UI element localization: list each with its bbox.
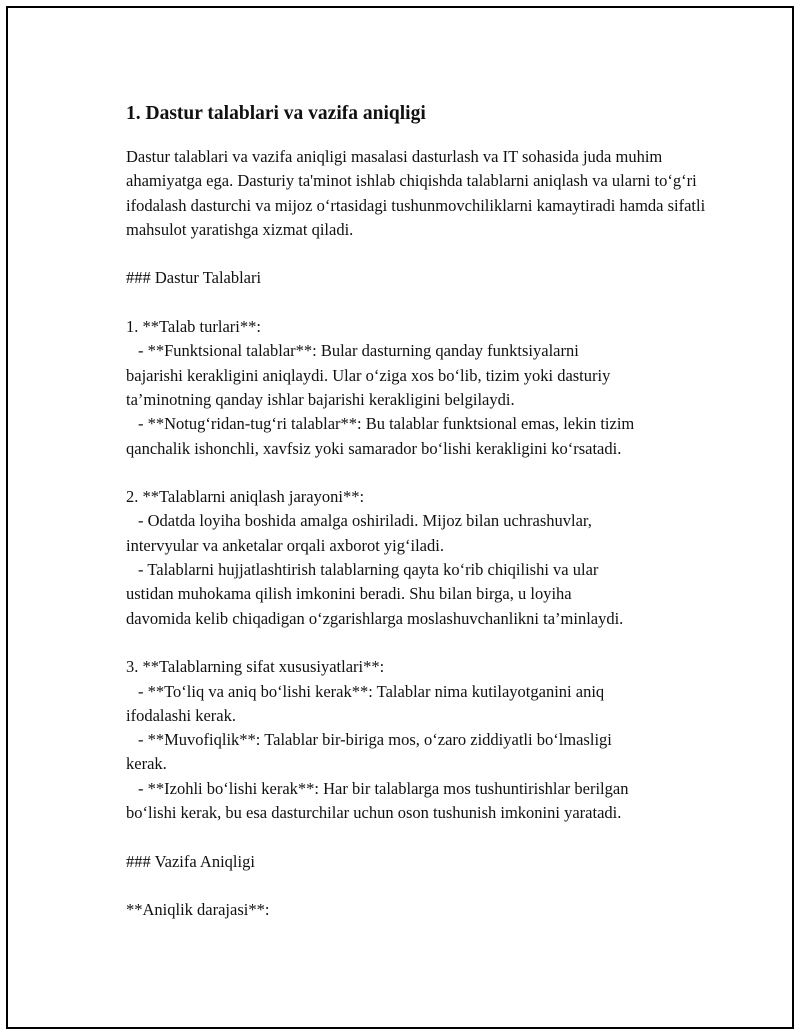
bullet-line: intervyular va anketalar orqali axborot yig‘iladi. bbox=[126, 535, 444, 555]
bullet-line: qanchalik ishonchli, xavfsiz yoki samarador bo‘lishi kerakligini ko‘rsatadi. bbox=[126, 438, 622, 458]
list-item-talab-turlari bbox=[126, 315, 708, 461]
bullet-line: ta’minotning qanday ishlar bajarishi kerakligini belgilaydi. bbox=[126, 389, 515, 409]
bullet-line: - Talablarni hujjatlashtirish talablarning qayta ko‘rib chiqilishi va ular bbox=[138, 560, 599, 580]
document-page bbox=[6, 6, 794, 1029]
bullet-line: bajarishi kerakligini aniqlaydi. Ular o‘ziga xos bo‘lib, tizim yoki dasturiy bbox=[126, 365, 611, 385]
bullet-line: davomida kelib chiqadigan o‘zgarishlarga moslashuvchanlikni ta’minlaydi. bbox=[126, 608, 624, 628]
list-item-title: 2. **Talablarni aniqlash jarayoni**: bbox=[126, 487, 365, 507]
document-content bbox=[118, 98, 708, 947]
bullet-line: - **Notug‘ridan-tug‘ri talablar**: Bu talablar funktsional emas, lekin tizim bbox=[138, 414, 635, 434]
section-heading-dastur-talablari: ### Dastur Talablari bbox=[126, 268, 262, 288]
section-heading-vazifa-aniqligi: ### Vazifa Aniqligi bbox=[126, 851, 255, 871]
bullet-line: ustidan muhokama qilish imkonini beradi. Shu bilan birga, u loyiha bbox=[126, 584, 572, 604]
bullet-line: - **Funktsional talablar**: Bular dasturning qanday funktsiyalarni bbox=[138, 341, 579, 361]
intro-paragraph: Dastur talablari va vazifa aniqligi masalasi dasturlash va IT sohasida juda muhim ahamiyatga ega. Dasturiy ta'minot ishlab chiqishda talablarni aniqlash va ularni to‘g‘ri ifodalash dasturchi va mijoz o‘rtasidagi tushunmovchiliklarni kamaytiradi hamda sifatli mahsulot yaratishga xizmat qiladi. bbox=[126, 147, 710, 239]
bullet-line: ifodalashi kerak. bbox=[126, 705, 236, 725]
bullet-line: - Odatda loyiha boshida amalga oshiriladi. Mijoz bilan uchrashuvlar, bbox=[138, 511, 592, 531]
bullet-line: bo‘lishi kerak, bu esa dasturchilar uchun oson tushunish imkonini yaratadi. bbox=[126, 803, 622, 823]
bullet-line: - **Muvofiqlik**: Talablar bir-biriga mos, o‘zaro ziddiyatli bo‘lmasligi bbox=[138, 730, 612, 750]
list-item-sifat-xususiyatlari bbox=[126, 655, 708, 825]
bullet-line: kerak. bbox=[126, 754, 167, 774]
list-item-title: 3. **Talablarning sifat xususiyatlari**: bbox=[126, 657, 385, 677]
document-title: 1. Dastur talablari va vazifa aniqligi bbox=[126, 103, 426, 124]
list-item-talablarni-aniqlash bbox=[126, 485, 708, 631]
bullet-line: - **To‘liq va aniq bo‘lishi kerak**: Talablar nima kutilayotganini aniq bbox=[138, 681, 605, 701]
list-item-title: 1. **Talab turlari**: bbox=[126, 317, 261, 337]
bullet-line: - **Izohli bo‘lishi kerak**: Har bir talablarga mos tushuntirishlar berilgan bbox=[138, 778, 629, 798]
closing-line: **Aniqlik darajasi**: bbox=[126, 900, 270, 920]
